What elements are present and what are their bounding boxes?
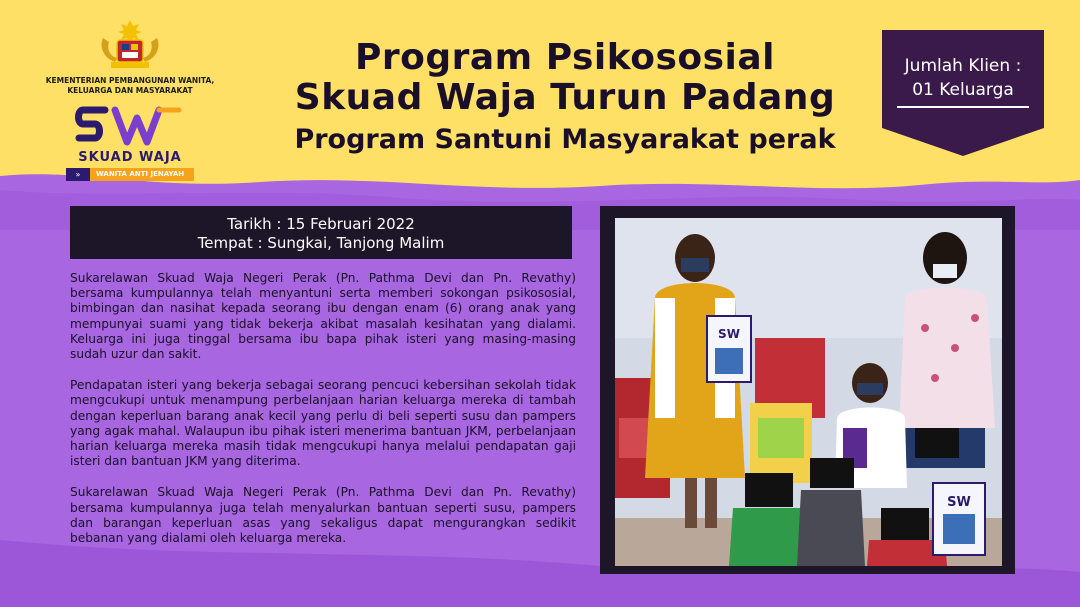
sw-name: SKUAD WAJA	[78, 150, 182, 165]
paragraph-1: Sukarelawan Skuad Waja Negeri Perak (Pn. Pathma Devi dan Pn. Revathy) bersama kumpulannya telah menyantuni serta memberi sokongan psikososial, bimbingan dan nasihat kepada seorang ibu dengan enam (6) orang anak yang mempunyai suami yang tidak bekerja akibat masalah kesihatan yang dialami. Keluarga ini juga tinggal bersama ibu bapa pihak isteri yang masing-masing sudah uzur dan sakit.	[70, 271, 576, 362]
event-place: Tempat : Sungkai, Tanjong Malim	[197, 234, 445, 252]
sw-monogram-logo	[75, 104, 185, 148]
paragraph-2: Pendapatan isteri yang bekerja sebagai seorang pencuci kebersihan sekolah tidak mengcukupi untuk menampung perbelanjaan harian keluarga mereka di tambah dengan keperluan barang anak kecil yang perlu di beli seperti susu dan pampers yang agak mahal. Walaupun ibu pihak isteri menerima bantuan JKM, perbelanjaan harian keluarga mereka masih tidak mengcukupi hanya melalui pendapatan gaji isteri dan bantuan JKM yang diterima.	[70, 378, 576, 469]
body-text	[70, 271, 576, 562]
paragraph-3: Sukarelawan Skuad Waja Negeri Perak (Pn. Pathma Devi dan Pn. Revathy) bersama kumpulannya juga telah menyalurkan bantuan seperti susu, pampers dan barangan keperluan asas yang sekaligus dapat mengurangkan sedikit bebanan yang dialami oleh keluarga mereka.	[70, 485, 576, 546]
event-info-box	[70, 206, 572, 259]
sw-tagline-bar	[66, 168, 194, 181]
title-block	[255, 38, 875, 158]
klien-ribbon	[882, 30, 1044, 156]
title-line-3: Program Santuni Masyarakat perak	[294, 124, 836, 155]
event-photo	[615, 218, 1002, 566]
event-photo-illustration	[615, 218, 1002, 566]
sw-tagline: WANITA ANTI JENAYAH	[96, 170, 185, 178]
klien-value: 01 Keluarga	[912, 80, 1014, 100]
sign-text-left: SW	[718, 327, 740, 341]
malaysia-coat-of-arms-icon	[95, 18, 165, 70]
klien-label: Jumlah Klien :	[904, 56, 1022, 76]
title-line-2: Skuad Waja Turun Padang	[294, 77, 836, 118]
title-line-1: Program Psikososial	[354, 37, 776, 78]
ministry-line-1: KEMENTERIAN PEMBANGUNAN WANITA,	[45, 76, 215, 85]
double-chevron-icon: »	[66, 168, 90, 181]
sign-text-right: SW	[947, 495, 971, 510]
event-date: Tarikh : 15 Februari 2022	[227, 215, 415, 233]
ministry-name	[30, 76, 230, 96]
klien-underline	[897, 106, 1029, 108]
ministry-line-2: KELUARGA DAN MASYARAKAT	[67, 86, 193, 95]
logo-block	[30, 18, 230, 181]
